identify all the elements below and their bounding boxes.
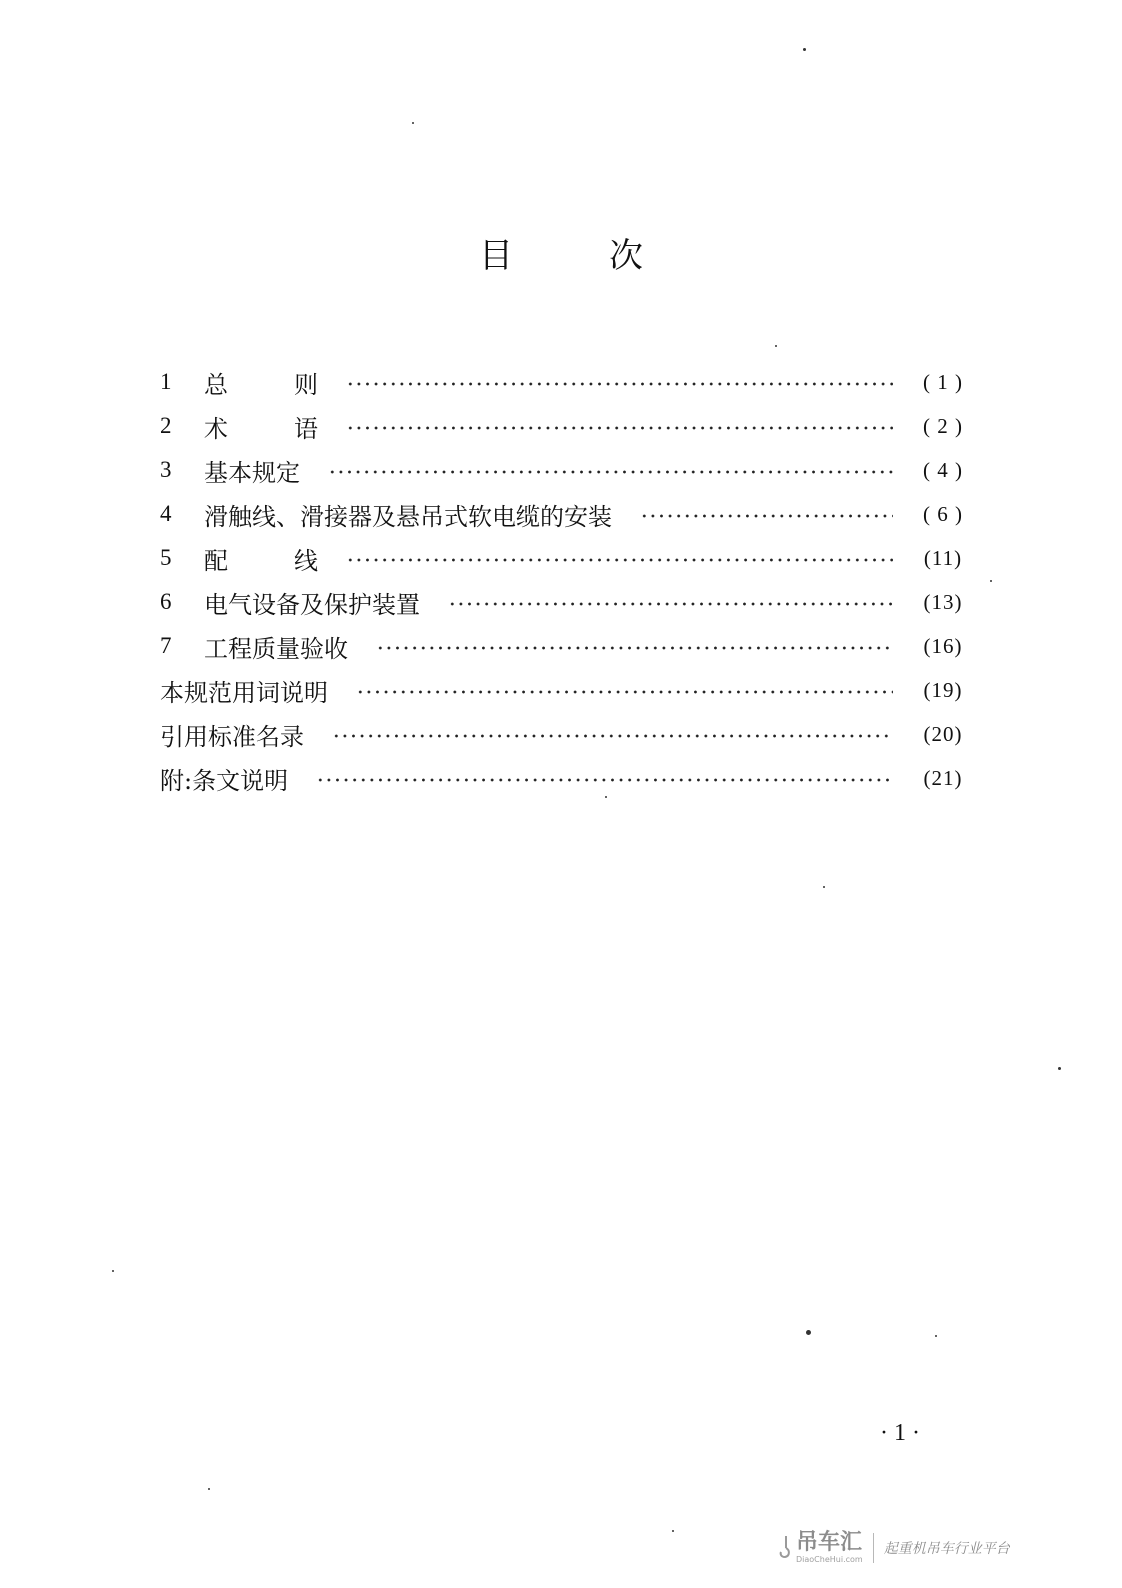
toc-entry-3[interactable] (160, 448, 975, 492)
toc-entry-references[interactable] (160, 712, 975, 756)
toc-leader-dots (448, 601, 893, 607)
toc-entry-label: 工程质量验收 (204, 634, 348, 663)
toc-entry-label: 附:条文说明 (160, 766, 289, 795)
toc-entry-number: 6 (160, 589, 172, 614)
table-of-contents (160, 360, 975, 800)
toc-entry-explanation[interactable] (160, 756, 975, 800)
toc-entry-page: (21) (923, 765, 963, 790)
watermark-logo (796, 1532, 863, 1564)
scan-speck (112, 1270, 114, 1272)
toc-entry-7[interactable] (160, 624, 975, 668)
toc-entry-label: 滑触线、滑接器及悬吊式软电缆的安装 (204, 502, 612, 531)
crane-hook-icon (778, 1536, 792, 1560)
toc-entry-page: (13) (923, 589, 963, 614)
toc-entry-6[interactable] (160, 580, 975, 624)
toc-leader-dots (346, 425, 893, 431)
scan-speck (672, 1530, 674, 1532)
toc-entry-page: (11) (923, 545, 963, 570)
scan-speck (935, 1335, 937, 1337)
scan-speck (806, 1330, 811, 1335)
toc-entry-number: 1 (160, 369, 172, 394)
toc-entry-number: 4 (160, 501, 172, 526)
toc-leader-dots (328, 469, 893, 475)
toc-entry-page: ( 4 ) (923, 457, 963, 482)
toc-leader-dots (346, 381, 893, 387)
watermark-divider (873, 1533, 874, 1563)
toc-entry-5[interactable] (160, 536, 975, 580)
toc-entry-number: 2 (160, 413, 172, 438)
toc-leader-dots (346, 557, 893, 563)
toc-entry-terms[interactable] (160, 668, 975, 712)
toc-entry-label: 电气设备及保护装置 (204, 590, 420, 619)
toc-entry-page: (16) (923, 633, 963, 658)
scan-speck (208, 1488, 210, 1490)
scan-speck (803, 48, 806, 51)
toc-entry-page: ( 1 ) (923, 369, 963, 394)
title-right-char: 次 (609, 236, 643, 276)
toc-entry-page: (19) (923, 677, 963, 702)
toc-entry-number: 5 (160, 545, 172, 570)
toc-leader-dots (332, 733, 893, 739)
toc-entry-label: 本规范用词说明 (160, 678, 328, 707)
toc-entry-page: ( 6 ) (923, 501, 963, 526)
toc-entry-page: (20) (923, 721, 963, 746)
toc-entry-number: 7 (160, 633, 172, 658)
scan-speck (605, 796, 607, 798)
toc-leader-dots (356, 689, 893, 695)
toc-leader-dots (316, 777, 893, 783)
toc-entry-4[interactable] (160, 492, 975, 536)
scan-speck (823, 886, 825, 888)
page-number: · 1 · (880, 1420, 920, 1446)
title-left-char: 目 (479, 236, 513, 276)
toc-entry-label: 配 线 (204, 546, 318, 575)
toc-entry-1[interactable] (160, 360, 975, 404)
watermark-brand: 吊车汇 (796, 1530, 863, 1555)
scan-speck (412, 122, 414, 124)
watermark (778, 1528, 1010, 1568)
toc-entry-number: 3 (160, 457, 172, 482)
toc-entry-2[interactable] (160, 404, 975, 448)
toc-entry-label: 总 则 (204, 370, 318, 399)
toc-leader-dots (376, 645, 893, 651)
scan-speck (775, 345, 777, 347)
watermark-url: DiaoCheHui.com (796, 1555, 863, 1564)
toc-entry-label: 基本规定 (204, 458, 300, 487)
page-title (0, 228, 1122, 277)
scan-speck (1058, 1067, 1061, 1070)
toc-entry-page: ( 2 ) (923, 413, 963, 438)
toc-leader-dots (640, 513, 893, 519)
toc-entry-label: 术 语 (204, 414, 318, 443)
toc-entry-label: 引用标准名录 (160, 722, 304, 751)
scan-speck (990, 580, 992, 582)
watermark-slogan: 起重机吊车行业平台 (883, 1541, 1010, 1557)
